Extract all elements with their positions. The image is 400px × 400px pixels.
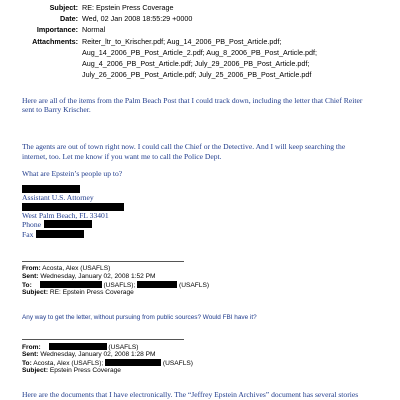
redaction-block xyxy=(40,281,102,288)
importance-label: Importance: xyxy=(36,25,78,34)
attachment-line[interactable]: Aug_4_2006_PB_Post_Article.pdf; July_29_2006_PB_Post_Article.pdf; xyxy=(82,59,310,68)
msg1-sent-value: Wednesday, January 02, 2008 1:52 PM xyxy=(40,273,156,280)
separator-line xyxy=(22,261,184,262)
msg1-from-row xyxy=(22,265,110,273)
attachments-label: Attachments: xyxy=(32,37,78,46)
msg2-body: Here are the documents that I have electronically. The “Jeffrey Epstein Archives” document has several stories xyxy=(22,390,359,399)
body-para3: What are Epstein’s people up to? xyxy=(22,169,123,178)
signature-title: Assistant U.S. Attorney xyxy=(22,193,94,202)
subject-label: Subject: xyxy=(49,3,78,12)
msg2-from-label: From: xyxy=(22,344,41,351)
importance-value: Normal xyxy=(82,25,106,34)
msg2-sent-value: Wednesday, January 02, 2008 1:28 PM xyxy=(40,351,156,358)
msg2-to-value-2: (USAFLS) xyxy=(162,360,193,367)
msg2-sent-row xyxy=(22,351,156,359)
msg1-to-value-1: (USAFLS); xyxy=(103,282,136,289)
redaction-block xyxy=(36,230,84,238)
msg1-subject-row xyxy=(22,289,134,297)
redaction-block xyxy=(22,185,80,193)
redaction-block xyxy=(137,281,177,288)
body-para1-line1: Here are all of the items from the Palm Beach Post that I could track down, including the letter that Chief Reiter xyxy=(22,96,363,105)
msg2-to-value-1: Acosta, Alex (USAFLS); xyxy=(33,360,104,367)
attachment-line[interactable]: Reiter_ltr_to_Krischer.pdf; Aug_14_2006_PB_Post_Article.pdf; xyxy=(82,37,282,46)
msg2-subject-value: Epstein Press Coverage xyxy=(49,367,121,374)
msg1-subject-value: RE: Epstein Press Coverage xyxy=(49,289,134,296)
subject-value: RE: Epstein Press Coverage xyxy=(82,3,174,12)
separator-line xyxy=(22,339,184,340)
msg1-subject-label: Subject: xyxy=(22,289,49,296)
body-para1-line2: sent to Barry Krischer. xyxy=(22,105,91,114)
msg2-to-label: To: xyxy=(22,360,32,367)
msg1-to-label: To: xyxy=(22,282,32,289)
msg1-to-value-2: (USAFLS) xyxy=(179,282,210,289)
signature-phone-row xyxy=(22,220,92,229)
signature-city: West Palm Beach, FL 33401 xyxy=(22,211,109,220)
msg1-from-value: Acosta, Alex (USAFLS) xyxy=(42,265,111,272)
body-para2-line2: internet, too. Let me know if you want me to call the Police Dept. xyxy=(22,152,222,161)
msg1-sent-label: Sent: xyxy=(22,273,39,280)
signature-fax-row xyxy=(22,230,84,239)
attachment-line[interactable]: July_26_2006_PB_Post_Article.pdf; July_25_2006_PB_Post_Article.pdf xyxy=(82,70,312,79)
redaction-block xyxy=(105,359,161,366)
fax-label: Fax xyxy=(22,230,34,239)
redaction-block xyxy=(49,343,107,350)
attachment-line[interactable]: Aug_14_2006_PB_Post_Article_2.pdf; Aug_8_2006_PB_Post_Article.pdf; xyxy=(82,48,317,57)
msg2-sent-label: Sent: xyxy=(22,351,39,358)
msg2-subject-label: Subject: xyxy=(22,367,49,374)
msg1-body: Any way to get the letter, without pursuing from public sources? Would FBI have it? xyxy=(22,314,257,321)
redaction-block xyxy=(44,220,92,228)
msg2-from-value: (USAFLS) xyxy=(108,344,139,351)
msg1-sent-row xyxy=(22,273,156,281)
phone-label: Phone xyxy=(22,220,41,229)
msg1-from-label: From: xyxy=(22,265,41,272)
redaction-block xyxy=(22,203,124,211)
body-para2-line1: The agents are out of town right now. I could call the Chief or the Detective. And I will keep searching the xyxy=(22,142,346,151)
msg2-subject-row xyxy=(22,367,121,375)
date-label: Date: xyxy=(60,14,78,23)
date-value: Wed, 02 Jan 2008 18:55:29 +0000 xyxy=(82,14,193,23)
